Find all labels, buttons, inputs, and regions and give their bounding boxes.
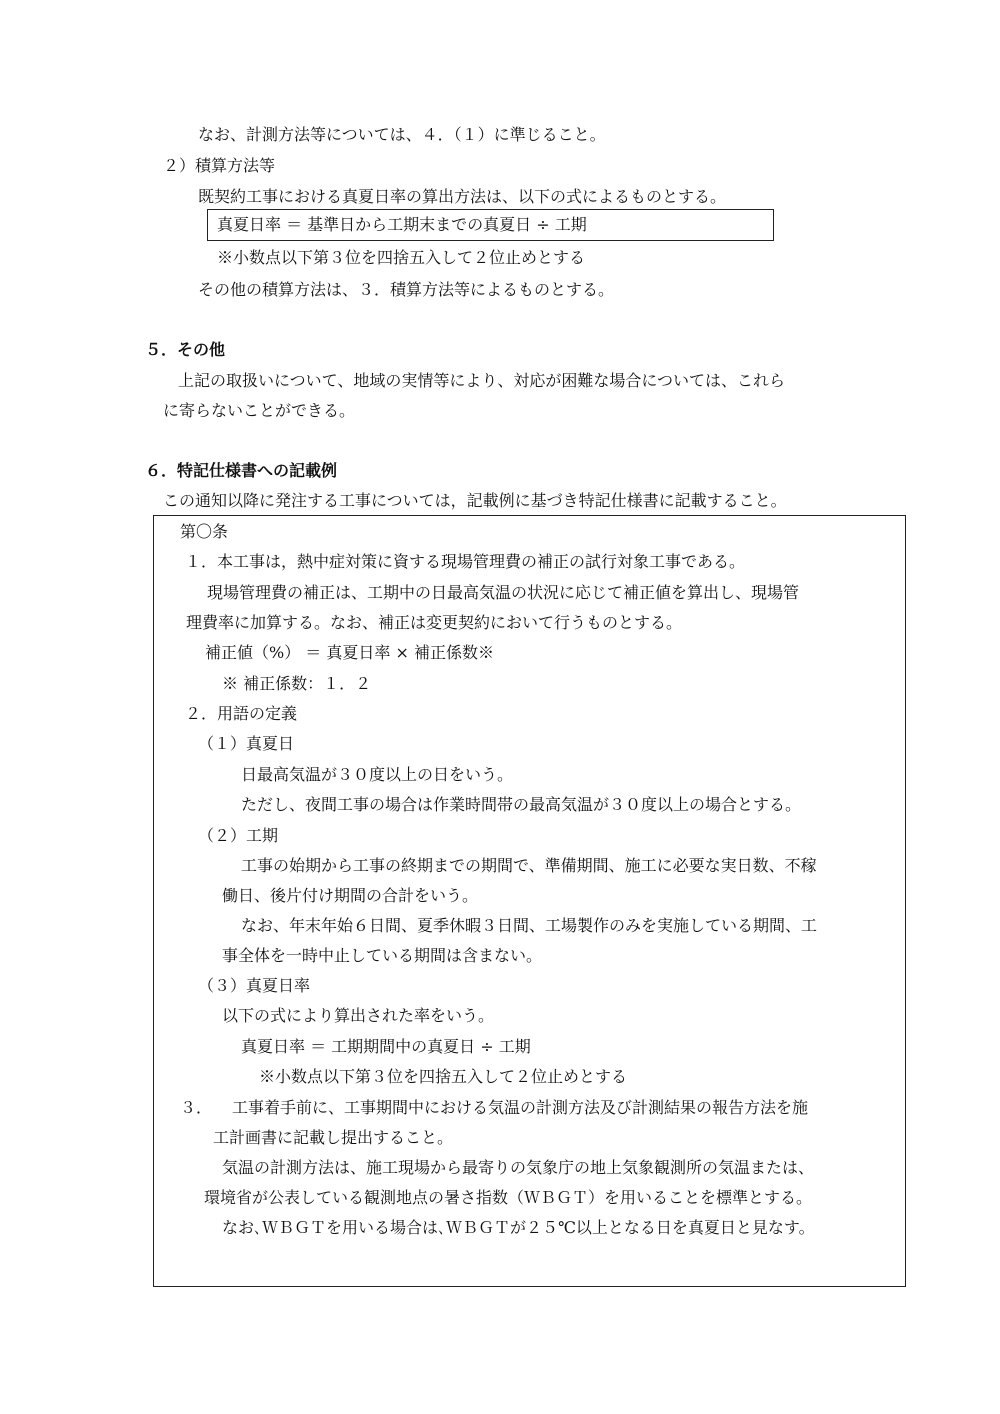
item-1: １．本工事は，熱中症対策に資する現場管理費の補正の試行対象工事である。 [185,552,746,571]
subsection-heading: ２）積算方法等 [163,156,276,175]
item-2: ２．用語の定義 [185,704,298,723]
section-6-heading: ６．特記仕様書への記載例 [145,461,338,480]
term-3-text: 以下の式により算出された率をいう。 [222,1006,495,1025]
item-1-text: 理費率に加算する。なお、補正は変更契約において行うものとする。 [186,613,683,632]
term-1-text: ただし、夜間工事の場合は作業時間帯の最高気温が３０度以上の場合とする。 [241,795,802,814]
term-3: （３）真夏日率 [198,976,311,995]
article-title: 第〇条 [180,522,229,541]
term-2: （２）工期 [198,826,279,845]
item-3-text: 気温の計測方法は、施工現場から最寄りの気象庁の地上気象観測所の気温または、 [222,1158,815,1177]
paragraph: 上記の取扱いについて、地域の実情等により、対応が困難な場合については、これら [178,371,786,390]
item-1-text: 現場管理費の補正は、工期中の日最高気温の状況に応じて補正値を算出し、現場管 [207,583,800,602]
paragraph: その他の積算方法は、３．積算方法等によるものとする。 [198,280,615,299]
top-note-line: なお、計測方法等については、４．（１）に準じること。 [198,125,606,144]
paragraph: 既契約工事における真夏日率の算出方法は、以下の式によるものとする。 [198,187,727,206]
paragraph: に寄らないことができる。 [163,401,356,420]
term-2-text: なお、年末年始６日間、夏季休暇３日間、工場製作のみを実施している期間、工 [241,916,818,935]
paragraph: この通知以降に発注する工事については，記載例に基づき特記仕様書に記載すること。 [163,491,787,510]
formula-text: 真夏日率 ＝ 基準日から工期末までの真夏日 ÷ 工期 [217,215,587,234]
item-1-note: ※ 補正係数：１．２ [222,674,372,693]
term-2-text: 事全体を一時中止している期間は含まない。 [222,946,543,965]
item-3-text: 環境省が公表している観測地点の暑さ指数（ＷＢＧＴ）を用いることを標準とする。 [204,1188,813,1207]
item-3-text: 工計画書に記載し提出すること。 [213,1128,454,1147]
item-3: 工事着手前に、工事期間中における気温の計測方法及び計測結果の報告方法を施 [232,1098,809,1117]
item-3-text: なお､ＷＢＧＴを用いる場合は､ＷＢＧＴが２５℃以上となる日を真夏日と見なす。 [222,1218,815,1237]
section-5-heading: ５．その他 [145,340,226,359]
formula-note: ※小数点以下第３位を四捨五入して２位止めとする [217,248,586,267]
term-1-text: 日最高気温が３０度以上の日をいう。 [241,765,514,784]
term-2-text: 働日、後片付け期間の合計をいう。 [222,886,479,905]
term-3-note: ※小数点以下第３位を四捨五入して２位止めとする [259,1067,628,1086]
item-3-number: ３． [180,1098,213,1117]
term-2-text: 工事の始期から工事の終期までの期間で、準備期間、施工に必要な実日数、不稼 [241,856,817,875]
term-1: （１）真夏日 [198,734,295,753]
item-1-formula: 補正値（%） ＝ 真夏日率 × 補正係数※ [205,643,494,662]
term-3-formula: 真夏日率 ＝ 工期期間中の真夏日 ÷ 工期 [241,1037,531,1056]
